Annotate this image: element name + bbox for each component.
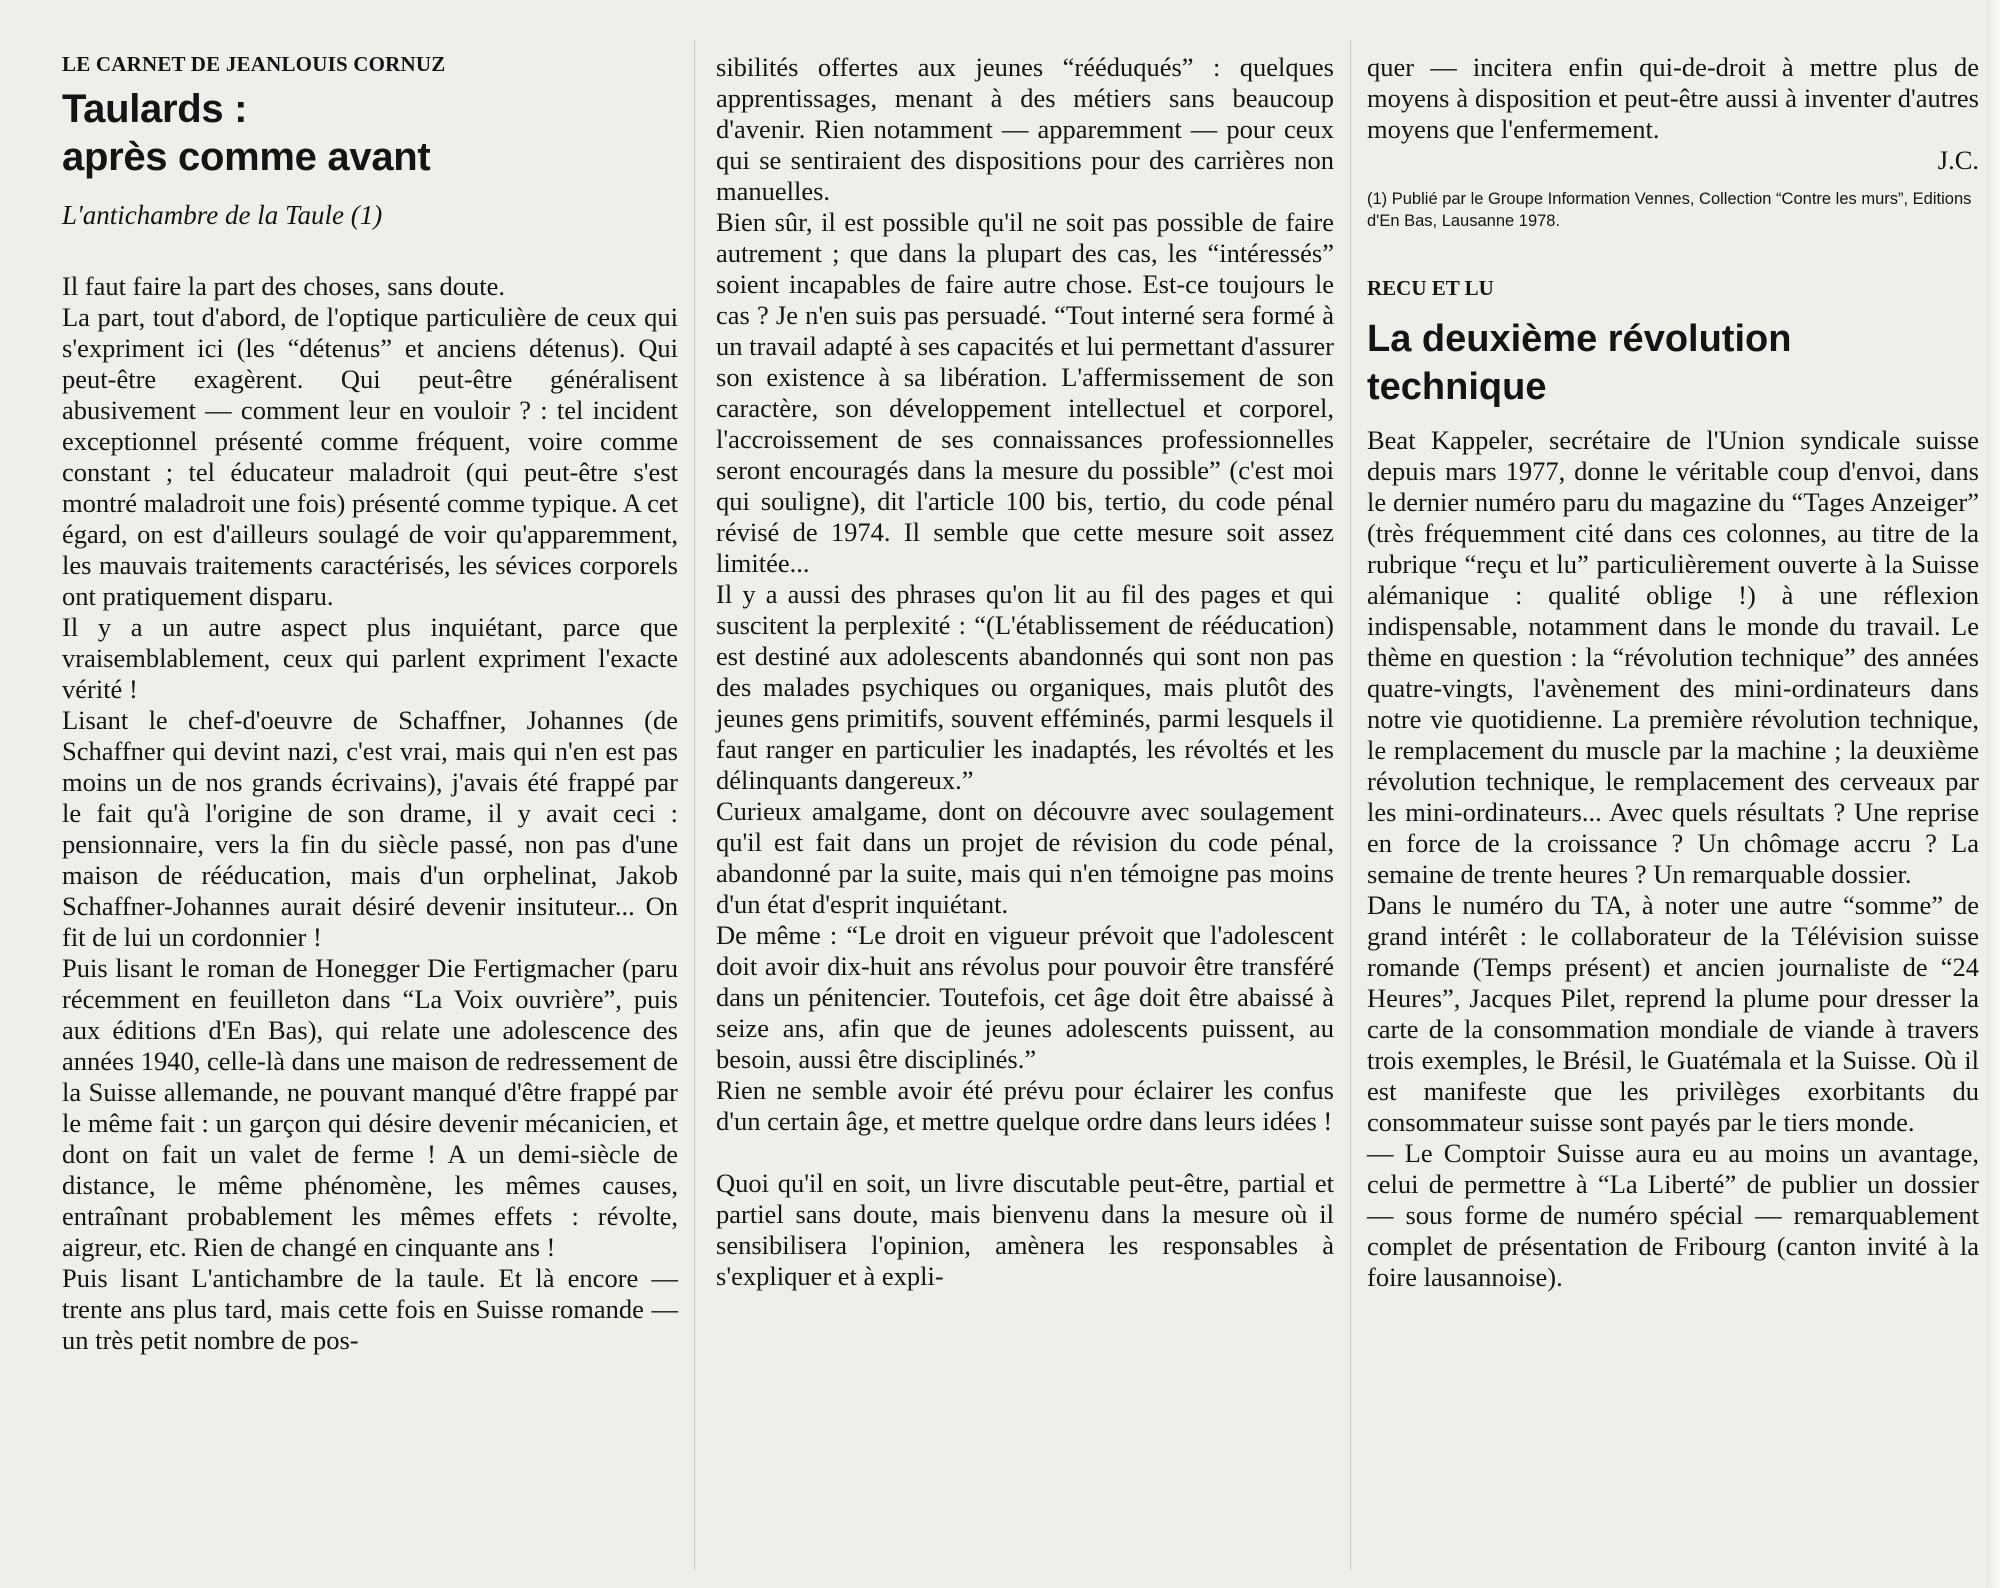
- article1-footnote: (1) Publié par le Groupe Information Vennes, Collection “Contre les murs”, Editions d'En Bas, Lausanne 1978.: [1367, 190, 1972, 230]
- article2-title: [1367, 315, 1979, 411]
- page-edge: [1986, 0, 2000, 1588]
- paragraph: Lisant le chef-d'oeuvre de Schaffner, Johannes (de Schaffner qui devint nazi, c'est vrai, mais qui n'en est pas moins un de nos grands écrivains), j'avais été frappé par le fait qu'à l'origine de son drame, il y avait ceci : pensionnaire, vers la fin du siècle passé, non pas d'une maison de rééducation, mais d'un orphelinat, Jakob Schaffner-Johannes aurait désiré devenir insituteur... On fit de lui un cordonnier !: [62, 705, 678, 952]
- paragraph: De même : “Le droit en vigueur prévoit que l'adolescent doit avoir dix-huit ans révolus pour pouvoir être transféré dans un pénitencier. Toutefois, cet âge doit être abaissé à seize ans, afin que de jeunes adolescents puissent, au besoin, aussi être disciplinés.”: [716, 920, 1334, 1074]
- paragraph: sibilités offertes aux jeunes “rééduqués” : quelques apprentissages, menant à des métiers sans beaucoup d'avenir. Rien notamment — apparemment — pour ceux qui se sentiraient des dispositions pour des carrières non manuelles.: [716, 52, 1334, 206]
- article1-title-line2: après comme avant: [62, 135, 431, 179]
- column-divider: [694, 40, 695, 1570]
- article2-kicker: RECU ET LU: [1367, 276, 1494, 300]
- column-3: [1367, 52, 1979, 1293]
- paragraph: — Le Comptoir Suisse aura eu au moins un avantage, celui de permettre à “La Liberté” de publier un dossier — sous forme de numéro spécial — remarquablement complet de présentation de Fribourg (canton invité à la foire lausannoise).: [1367, 1138, 1979, 1292]
- article1-body-col3: [1367, 52, 1979, 145]
- article1-subtitle: L'antichambre de la Taule (1): [62, 200, 383, 230]
- article1-kicker: LE CARNET DE JEANLOUIS CORNUZ: [62, 52, 446, 76]
- paragraph: Il faut faire la part des choses, sans doute.: [62, 271, 505, 301]
- paragraph: Il y a un autre aspect plus inquiétant, parce que vraisemblablement, ceux qui parlent expriment l'exacte vérité !: [62, 612, 678, 704]
- article2-title-line2: technique: [1367, 366, 1547, 408]
- paragraph: Puis lisant le roman de Honegger Die Fertigmacher (paru récemment en feuilleton dans “La Voix ouvrière”, puis aux éditions d'En Bas), qui relate une adolescence des années 1940, celle-là dans une maison de redressement de la Suisse allemande, ne pouvant manqué d'être frappé par le même fait : un garçon qui désire devenir mécanicien, et dont on fait un valet de ferme ! A un demi-siècle de distance, le même phénomène, les mêmes causes, entraînant probablement les mêmes effets : révolte, aigreur, etc. Rien de changé en cinquante ans !: [62, 953, 678, 1262]
- article1-signature: J.C.: [1937, 145, 1979, 175]
- paragraph: Puis lisant L'antichambre de la taule. Et là encore — trente ans plus tard, mais cette fois en Suisse romande — un très petit nombre de pos-: [62, 1263, 678, 1355]
- paragraph: La part, tout d'abord, de l'optique particulière de ceux qui s'expriment ici (les “détenus” et anciens détenus). Qui peut-être exagèrent. Qui peut-être généralisent abusivement — comment leur en vouloir ? : tel incident exceptionnel présenté comme fréquent, voire comme constant ; tel éducateur maladroit (qui peut-être s'est montré maladroit une fois) présenté comme typique. A cet égard, on est d'ailleurs soulagé de voir qu'apparemment, les mauvais traitements caractérisés, les sévices corporels ont pratiquement disparu.: [62, 302, 678, 611]
- column-divider: [1350, 40, 1351, 1570]
- article1-title-line1: Taulards :: [62, 87, 248, 131]
- column-2: [716, 52, 1334, 1292]
- paragraph: Quoi qu'il en soit, un livre discutable peut-être, partial et partiel sans doute, mais bienvenu dans la mesure où il sensibilisera l'opinion, amènera les responsables à s'expliquer et à expli-: [716, 1168, 1334, 1291]
- column-1: [62, 52, 678, 1356]
- article2-title-line1: La deuxième révolution: [1367, 318, 1792, 360]
- paragraph: Curieux amalgame, dont on découvre avec soulagement qu'il est fait dans un projet de révision du code pénal, abandonné par la suite, mais qui n'en témoigne pas moins d'un état d'esprit inquiétant.: [716, 796, 1334, 919]
- article1-body-col2: [716, 52, 1334, 1292]
- paragraph: Rien ne semble avoir été prévu pour éclairer les confus d'un certain âge, et mettre quelque ordre dans leurs idées !: [716, 1075, 1334, 1136]
- article2-body: [1367, 425, 1979, 1293]
- paragraph: Beat Kappeler, secrétaire de l'Union syndicale suisse depuis mars 1977, donne le véritable coup d'envoi, dans le dernier numéro paru du magazine du “Tages Anzeiger” (très fréquemment cité dans ces colonnes, au titre de la rubrique “reçu et lu” particulièrement ouverte à la Suisse alémanique : qualité oblige !) à une réflexion indispensable, notamment dans le monde du travail. Le thème en question : la “révolution technique” des années quatre-vingts, l'avènement des mini-ordinateurs dans notre vie quotidienne. La première révolution technique, le remplacement du muscle par la machine ; la deuxième révolution technique, le remplacement des cerveaux par les mini-ordinateurs... Avec quels résultats ? Une reprise en force de la croissance ? Un chômage accru ? La semaine de trente heures ? Un remarquable dossier.: [1367, 425, 1979, 889]
- paragraph: quer — incitera enfin qui-de-droit à mettre plus de moyens à disposition et peut-être aussi à inventer d'autres moyens que l'enfermement.: [1367, 52, 1979, 144]
- paragraph: Bien sûr, il est possible qu'il ne soit pas possible de faire autrement ; que dans la plupart des cas, les “intéressés” soient incapables de faire autre chose. Est-ce toujours le cas ? Je n'en suis pas persuadé. “Tout interné sera formé à un travail adapté à ses capacités et lui permettant d'assurer son existence à sa libération. L'affermissement de son caractère, son développement intellectuel et corporel, l'accroissement de ses connaissances professionnelles seront encouragés dans la mesure du possible” (c'est moi qui souligne), dit l'article 100 bis, tertio, du code pénal révisé de 1974. Il semble que cette mesure soit assez limitée...: [716, 207, 1334, 578]
- paragraph: Il y a aussi des phrases qu'on lit au fil des pages et qui suscitent la perplexité : “(L'établissement de rééducation) est destiné aux adolescents abandonnés qui sont non pas des malades psychiques ou organiques, mais plutôt des jeunes gens primitifs, souvent efféminés, parmi lesquels il faut ranger en particulier les inadaptés, les révoltés et les délinquants dangereux.”: [716, 579, 1334, 795]
- paragraph: Dans le numéro du TA, à noter une autre “somme” de grand intérêt : le collaborateur de la Télévision suisse romande (Temps présent) et ancien journaliste de “24 Heures”, Jacques Pilet, reprend la plume pour dresser la carte de la consommation mondiale de viande à travers trois exemples, le Brésil, le Guatémala et la Suisse. Où il est manifeste que les privilèges exorbitants du consommateur suisse sont payés par le tiers monde.: [1367, 890, 1979, 1137]
- article1-title: [62, 85, 678, 181]
- article1-body-col1: [62, 271, 678, 1356]
